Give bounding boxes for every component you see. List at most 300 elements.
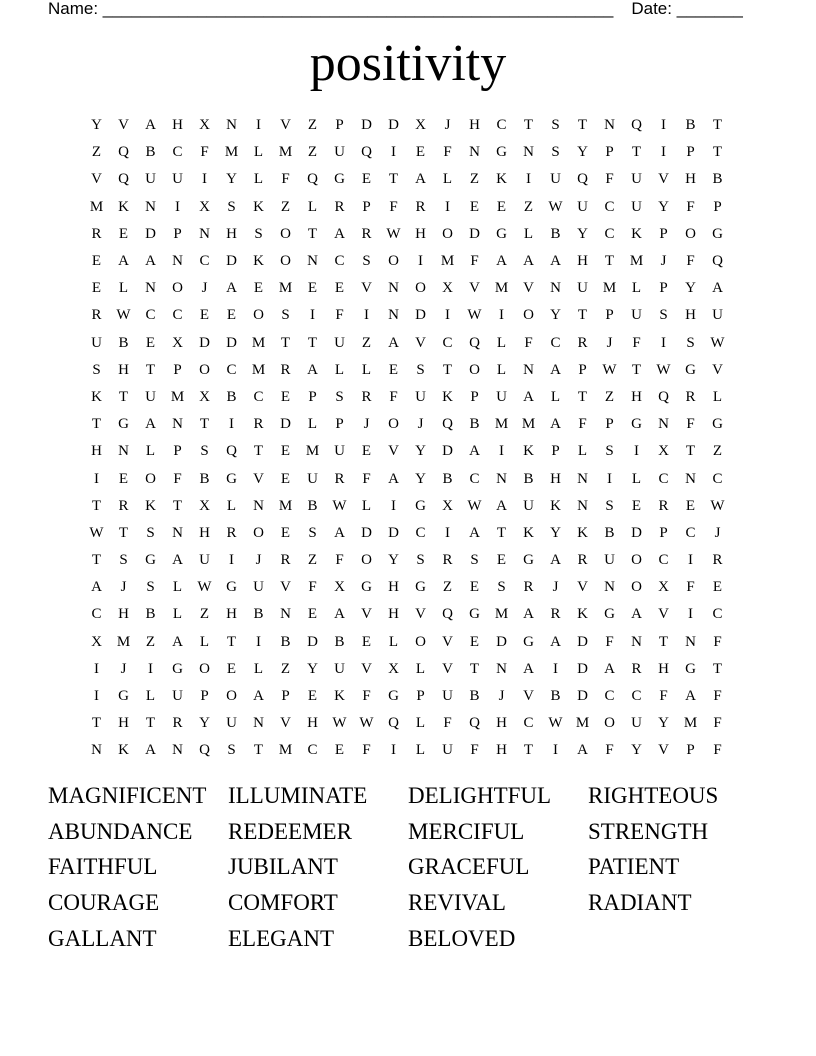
- grid-cell: T: [577, 388, 588, 405]
- grid-cell: E: [253, 280, 264, 297]
- grid-cell: D: [577, 688, 588, 705]
- grid-cell: F: [470, 742, 479, 759]
- grid-cell: B: [712, 171, 723, 188]
- grid-cell: E: [226, 307, 237, 324]
- grid-cell: G: [361, 579, 372, 596]
- grid-cell: O: [388, 253, 399, 270]
- grid-cell: L: [631, 280, 642, 297]
- grid-cell: U: [577, 198, 588, 215]
- grid-cell: X: [388, 660, 399, 677]
- grid-cell: R: [442, 552, 453, 569]
- grid-cell: Q: [442, 416, 453, 433]
- grid-cell: I: [364, 307, 369, 324]
- grid-cell: C: [631, 688, 642, 705]
- grid-cell: L: [415, 660, 426, 677]
- grid-cell: M: [278, 144, 293, 161]
- grid-cell: T: [712, 660, 723, 677]
- grid-cell: T: [712, 117, 723, 134]
- grid-cell: R: [631, 660, 642, 677]
- grid-cell: U: [334, 660, 345, 677]
- grid-row: [83, 384, 733, 411]
- grid-cell: F: [632, 334, 641, 351]
- grid-cell: L: [307, 198, 318, 215]
- word-bank-item: MERCIFUL: [408, 818, 525, 844]
- grid-cell: T: [523, 117, 534, 134]
- grid-cell: B: [334, 633, 345, 650]
- grid-cell: T: [469, 660, 480, 677]
- grid-cell: Z: [442, 579, 453, 596]
- grid-row: [83, 139, 733, 166]
- grid-cell: W: [359, 715, 374, 732]
- grid-cell: A: [550, 253, 561, 270]
- grid-cell: C: [91, 606, 102, 623]
- grid-cell: N: [469, 144, 480, 161]
- grid-cell: K: [550, 497, 561, 514]
- grid-cell: H: [199, 524, 210, 541]
- grid-cell: F: [524, 334, 533, 351]
- grid-cell: F: [173, 470, 182, 487]
- grid-cell: S: [497, 579, 506, 596]
- grid-cell: K: [631, 225, 642, 242]
- grid-cell: R: [280, 361, 291, 378]
- grid-cell: U: [307, 470, 318, 487]
- grid-cell: S: [686, 334, 695, 351]
- grid-cell: F: [578, 416, 587, 433]
- grid-cell: T: [226, 633, 237, 650]
- grid-cell: Q: [712, 253, 723, 270]
- grid-cell: R: [334, 470, 345, 487]
- grid-cell: H: [388, 579, 399, 596]
- grid-cell: N: [685, 470, 696, 487]
- grid-cell: V: [415, 606, 426, 623]
- grid-cell: G: [118, 688, 129, 705]
- grid-cell: L: [388, 633, 399, 650]
- grid-cell: T: [685, 443, 696, 460]
- grid-cell: U: [145, 171, 156, 188]
- grid-cell: K: [577, 606, 588, 623]
- grid-cell: X: [172, 334, 183, 351]
- grid-cell: A: [145, 416, 156, 433]
- grid-cell: F: [686, 198, 695, 215]
- grid-cell: F: [335, 552, 344, 569]
- grid-cell: S: [227, 742, 236, 759]
- grid-row: [83, 629, 733, 656]
- word-bank-item: JUBILANT: [228, 854, 338, 880]
- grid-cell: I: [445, 198, 450, 215]
- grid-cell: C: [415, 524, 426, 541]
- grid-cell: Q: [442, 606, 453, 623]
- grid-cell: A: [145, 253, 156, 270]
- grid-cell: J: [552, 579, 559, 596]
- grid-cell: B: [280, 633, 291, 650]
- grid-cell: L: [172, 606, 183, 623]
- grid-cell: W: [710, 497, 725, 514]
- grid-cell: U: [145, 388, 156, 405]
- grid-row: [83, 221, 733, 248]
- grid-cell: A: [334, 524, 345, 541]
- grid-cell: V: [442, 633, 453, 650]
- grid-cell: B: [145, 606, 156, 623]
- grid-cell: F: [605, 633, 614, 650]
- grid-cell: I: [526, 171, 531, 188]
- grid-cell: U: [631, 715, 642, 732]
- grid-cell: P: [659, 225, 668, 242]
- grid-cell: A: [172, 633, 183, 650]
- grid-cell: Z: [469, 171, 480, 188]
- grid-cell: K: [334, 688, 345, 705]
- grid-cell: A: [388, 334, 399, 351]
- grid-cell: W: [467, 307, 482, 324]
- grid-cell: F: [605, 171, 614, 188]
- grid-cell: R: [712, 552, 723, 569]
- grid-cell: P: [578, 361, 587, 378]
- grid-cell: Q: [307, 171, 318, 188]
- grid-cell: C: [523, 715, 534, 732]
- grid-cell: Z: [523, 198, 534, 215]
- grid-cell: E: [280, 470, 291, 487]
- grid-cell: F: [713, 742, 722, 759]
- grid-cell: N: [280, 606, 291, 623]
- grid-cell: M: [575, 715, 590, 732]
- grid-cell: X: [658, 443, 669, 460]
- word-bank-item: REDEEMER: [228, 818, 352, 844]
- page-title: positivity: [309, 35, 507, 92]
- grid-cell: E: [118, 225, 129, 242]
- grid-cell: K: [496, 171, 507, 188]
- grid-cell: H: [118, 606, 129, 623]
- grid-cell: A: [712, 280, 723, 297]
- grid-cell: Z: [91, 144, 102, 161]
- grid-cell: Z: [307, 117, 318, 134]
- grid-cell: I: [634, 443, 639, 460]
- grid-cell: W: [116, 307, 131, 324]
- grid-cell: D: [388, 117, 399, 134]
- grid-cell: T: [631, 361, 642, 378]
- grid-cell: L: [631, 470, 642, 487]
- grid-cell: N: [253, 715, 264, 732]
- grid-cell: N: [523, 361, 534, 378]
- word-bank-item: MAGNIFICENT: [48, 783, 207, 808]
- grid-cell: G: [523, 552, 534, 569]
- grid-cell: C: [712, 606, 723, 623]
- grid-cell: J: [363, 416, 370, 433]
- grid-cell: N: [145, 198, 156, 215]
- grid-row: [83, 248, 733, 275]
- grid-cell: W: [386, 225, 401, 242]
- grid-cell: N: [604, 579, 615, 596]
- grid-cell: O: [361, 552, 372, 569]
- grid-cell: B: [118, 334, 129, 351]
- grid-cell: R: [91, 307, 102, 324]
- grid-row: [83, 411, 733, 438]
- grid-cell: C: [442, 334, 453, 351]
- grid-cell: B: [307, 497, 318, 514]
- grid-cell: E: [388, 361, 399, 378]
- grid-cell: I: [229, 416, 234, 433]
- grid-cell: P: [281, 688, 290, 705]
- grid-cell: E: [280, 524, 291, 541]
- grid-cell: R: [685, 388, 696, 405]
- grid-cell: F: [443, 144, 452, 161]
- grid-cell: A: [334, 225, 345, 242]
- grid-cell: E: [469, 579, 480, 596]
- grid-cell: O: [631, 552, 642, 569]
- grid-cell: K: [91, 388, 102, 405]
- grid-cell: O: [199, 361, 210, 378]
- grid-cell: T: [577, 117, 588, 134]
- grid-cell: A: [550, 633, 561, 650]
- grid-cell: G: [496, 225, 507, 242]
- grid-cell: Z: [307, 552, 318, 569]
- grid-cell: T: [307, 225, 318, 242]
- grid-cell: A: [604, 660, 615, 677]
- grid-cell: S: [551, 117, 560, 134]
- grid-cell: L: [442, 171, 453, 188]
- grid-cell: I: [553, 660, 558, 677]
- grid-cell: M: [521, 416, 536, 433]
- grid-cell: I: [175, 198, 180, 215]
- grid-cell: E: [712, 579, 723, 596]
- grid-cell: G: [388, 688, 399, 705]
- grid-cell: M: [251, 361, 266, 378]
- grid-cell: I: [661, 334, 666, 351]
- grid-cell: F: [281, 171, 290, 188]
- grid-cell: A: [388, 470, 399, 487]
- grid-cell: J: [417, 416, 424, 433]
- grid-cell: T: [604, 253, 615, 270]
- grid-cell: O: [280, 253, 291, 270]
- grid-cell: U: [550, 171, 561, 188]
- grid-cell: N: [253, 497, 264, 514]
- grid-cell: N: [523, 144, 534, 161]
- word-bank-item: COURAGE: [48, 890, 160, 916]
- grid-row: [83, 438, 733, 465]
- grid-cell: N: [172, 742, 183, 759]
- grid-cell: Q: [469, 715, 480, 732]
- grid-cell: W: [656, 361, 671, 378]
- grid-cell: L: [253, 660, 264, 677]
- grid-cell: A: [523, 253, 534, 270]
- grid-cell: Q: [577, 171, 588, 188]
- grid-cell: H: [118, 361, 129, 378]
- grid-row: [83, 601, 733, 628]
- grid-cell: L: [550, 388, 561, 405]
- grid-cell: M: [494, 280, 509, 297]
- word-bank-item: BELOVED: [408, 925, 516, 951]
- grid-cell: Q: [226, 443, 237, 460]
- grid-cell: R: [334, 198, 345, 215]
- grid-cell: V: [280, 117, 291, 134]
- grid-cell: N: [388, 280, 399, 297]
- grid-cell: Z: [712, 443, 723, 460]
- grid-cell: L: [712, 388, 723, 405]
- letter-grid: [83, 112, 733, 765]
- grid-cell: G: [226, 579, 237, 596]
- grid-cell: O: [199, 660, 210, 677]
- word-bank-item: RADIANT: [588, 890, 692, 916]
- grid-cell: T: [253, 742, 264, 759]
- grid-cell: V: [280, 715, 291, 732]
- grid-cell: M: [224, 144, 239, 161]
- grid-cell: F: [686, 579, 695, 596]
- grid-cell: Y: [226, 171, 237, 188]
- grid-cell: K: [253, 198, 264, 215]
- grid-cell: K: [523, 524, 534, 541]
- grid-cell: M: [440, 253, 455, 270]
- grid-cell: Y: [91, 117, 102, 134]
- grid-cell: L: [118, 280, 129, 297]
- grid-cell: M: [170, 388, 185, 405]
- grid-cell: O: [280, 225, 291, 242]
- grid-cell: I: [445, 524, 450, 541]
- grid-cell: P: [605, 307, 614, 324]
- grid-row: [83, 465, 733, 492]
- grid-cell: A: [496, 497, 507, 514]
- grid-cell: M: [278, 497, 293, 514]
- grid-cell: O: [172, 280, 183, 297]
- grid-cell: S: [146, 579, 155, 596]
- grid-cell: K: [253, 253, 264, 270]
- grid-cell: A: [550, 361, 561, 378]
- grid-cell: F: [362, 688, 371, 705]
- grid-cell: E: [280, 443, 291, 460]
- grid-cell: I: [202, 171, 207, 188]
- grid-cell: L: [199, 633, 210, 650]
- grid-cell: P: [200, 688, 209, 705]
- grid-cell: G: [604, 606, 615, 623]
- grid-cell: N: [118, 443, 129, 460]
- grid-cell: B: [469, 416, 480, 433]
- grid-cell: U: [577, 280, 588, 297]
- grid-cell: O: [415, 633, 426, 650]
- grid-cell: R: [226, 524, 237, 541]
- grid-cell: L: [523, 225, 534, 242]
- grid-cell: N: [496, 470, 507, 487]
- grid-cell: J: [714, 524, 721, 541]
- grid-cell: K: [523, 443, 534, 460]
- grid-cell: O: [631, 579, 642, 596]
- grid-cell: O: [253, 524, 264, 541]
- grid-cell: M: [89, 198, 104, 215]
- grid-cell: T: [145, 715, 156, 732]
- grid-cell: E: [496, 552, 507, 569]
- grid-cell: I: [418, 253, 423, 270]
- grid-cell: H: [685, 171, 696, 188]
- grid-cell: G: [631, 416, 642, 433]
- grid-cell: G: [415, 497, 426, 514]
- grid-cell: R: [172, 715, 183, 732]
- grid-cell: L: [361, 497, 372, 514]
- grid-cell: J: [606, 334, 613, 351]
- grid-cell: L: [496, 334, 507, 351]
- grid-cell: B: [685, 117, 696, 134]
- grid-row: [83, 194, 733, 221]
- grid-cell: V: [118, 117, 129, 134]
- grid-cell: P: [605, 416, 614, 433]
- grid-cell: H: [226, 606, 237, 623]
- grid-cell: V: [523, 688, 534, 705]
- grid-cell: I: [661, 117, 666, 134]
- grid-cell: M: [494, 416, 509, 433]
- grid-cell: Q: [199, 742, 210, 759]
- grid-cell: L: [145, 688, 156, 705]
- grid-cell: A: [307, 361, 318, 378]
- grid-row: [83, 574, 733, 601]
- grid-cell: D: [226, 253, 237, 270]
- grid-cell: V: [91, 171, 102, 188]
- grid-cell: T: [91, 715, 102, 732]
- grid-cell: H: [388, 606, 399, 623]
- grid-cell: I: [445, 307, 450, 324]
- grid-cell: Q: [631, 117, 642, 134]
- grid-cell: P: [605, 144, 614, 161]
- grid-cell: A: [550, 552, 561, 569]
- grid-cell: O: [415, 280, 426, 297]
- grid-cell: R: [523, 579, 534, 596]
- grid-cell: U: [91, 334, 102, 351]
- grid-cell: L: [577, 443, 588, 460]
- grid-cell: O: [442, 225, 453, 242]
- grid-cell: M: [494, 606, 509, 623]
- grid-cell: E: [361, 171, 372, 188]
- grid-cell: S: [281, 307, 290, 324]
- grid-cell: D: [226, 334, 237, 351]
- grid-cell: F: [389, 198, 398, 215]
- grid-cell: O: [253, 307, 264, 324]
- grid-cell: I: [391, 742, 396, 759]
- grid-cell: S: [362, 253, 371, 270]
- grid-cell: V: [388, 443, 399, 460]
- grid-cell: A: [415, 171, 426, 188]
- grid-cell: I: [148, 660, 153, 677]
- grid-cell: W: [602, 361, 617, 378]
- grid-cell: U: [334, 334, 345, 351]
- grid-cell: U: [199, 552, 210, 569]
- grid-cell: P: [416, 688, 425, 705]
- grid-cell: J: [120, 579, 127, 596]
- grid-cell: N: [307, 253, 318, 270]
- grid-cell: G: [334, 171, 345, 188]
- grid-cell: L: [172, 579, 183, 596]
- grid-cell: Z: [145, 633, 156, 650]
- grid-cell: X: [442, 497, 453, 514]
- grid-cell: U: [712, 307, 723, 324]
- grid-cell: R: [91, 225, 102, 242]
- grid-cell: D: [145, 225, 156, 242]
- grid-cell: H: [226, 225, 237, 242]
- grid-cell: Y: [415, 470, 426, 487]
- grid-cell: L: [226, 497, 237, 514]
- grid-cell: L: [334, 361, 345, 378]
- grid-cell: F: [308, 579, 317, 596]
- grid-cell: U: [631, 307, 642, 324]
- grid-row: [83, 547, 733, 574]
- grid-cell: Y: [199, 715, 210, 732]
- grid-cell: S: [335, 388, 344, 405]
- grid-cell: K: [442, 388, 453, 405]
- grid-cell: Y: [658, 198, 669, 215]
- grid-cell: V: [712, 361, 723, 378]
- grid-cell: T: [118, 524, 129, 541]
- grid-cell: P: [551, 443, 560, 460]
- grid-cell: B: [199, 470, 210, 487]
- grid-cell: M: [251, 334, 266, 351]
- grid-cell: T: [253, 443, 264, 460]
- grid-cell: I: [229, 552, 234, 569]
- word-bank-item: GRACEFUL: [408, 854, 530, 880]
- grid-cell: U: [253, 579, 264, 596]
- grid-cell: C: [604, 688, 615, 705]
